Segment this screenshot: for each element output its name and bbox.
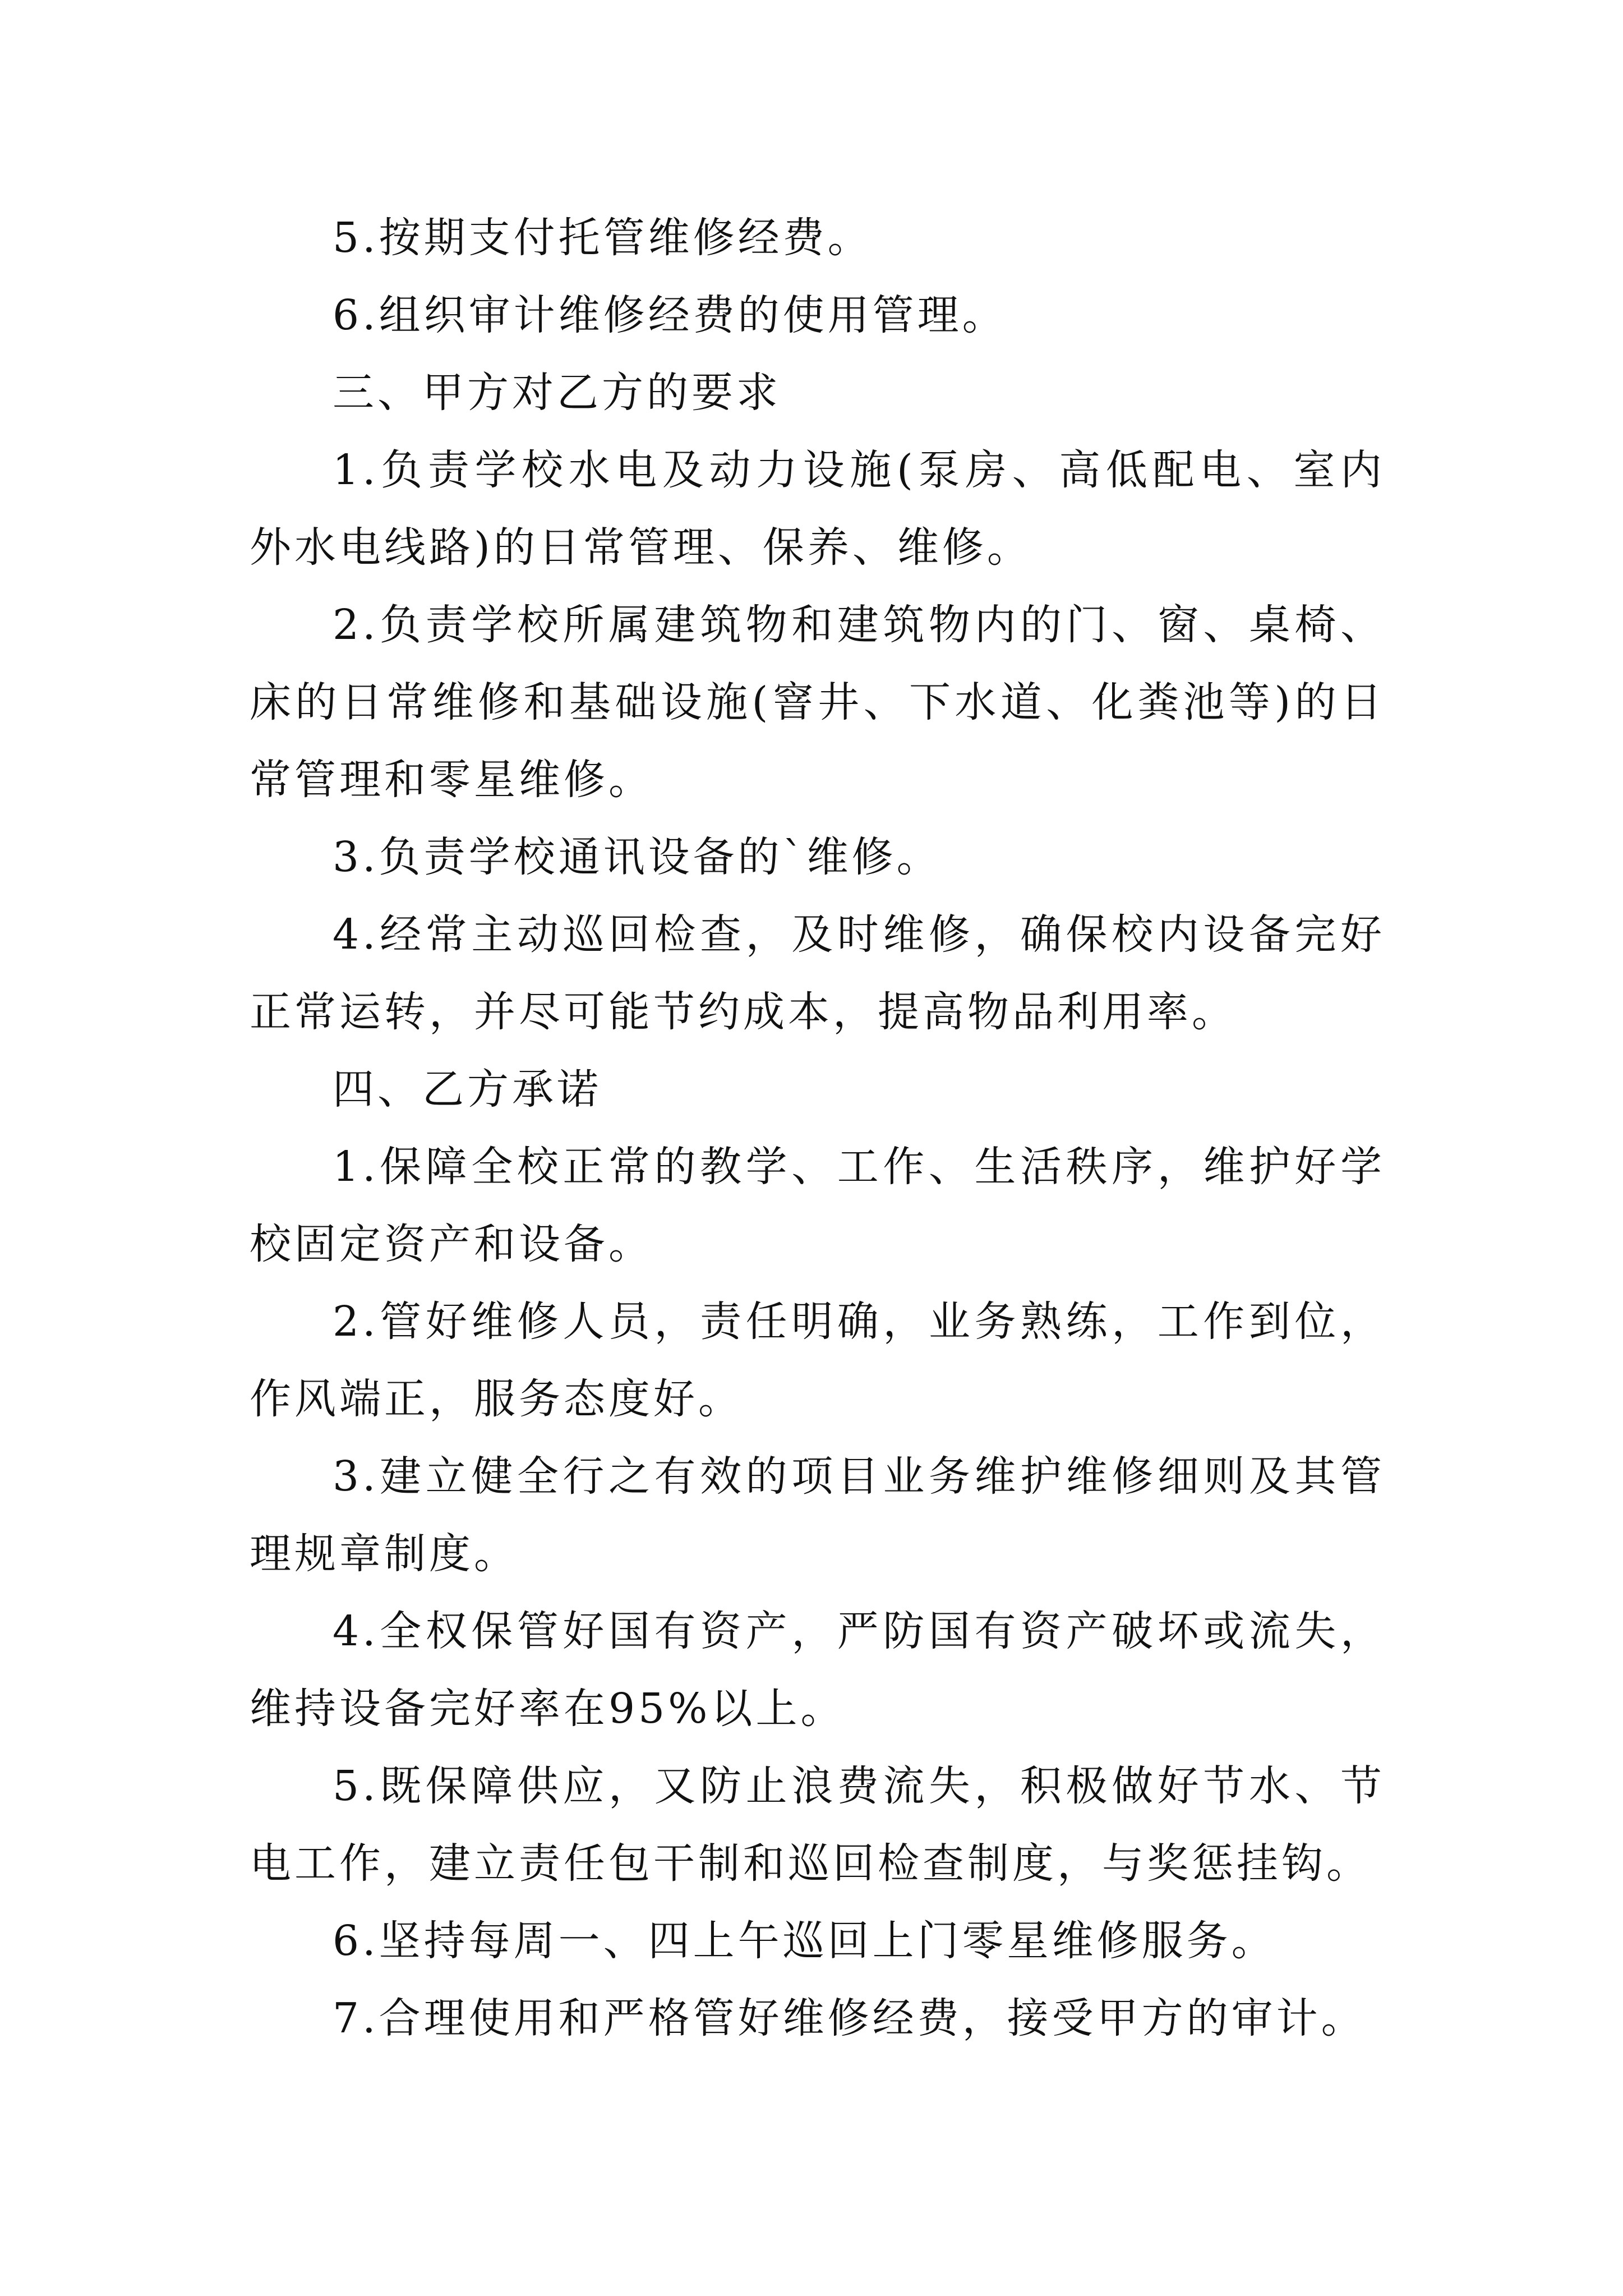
- paragraph-requirement-1: 1.负责学校水电及动力设施(泵房、高低配电、室内外水电线路)的日常管理、保养、维修。: [250, 446, 1385, 572]
- paragraph-commitment-4: 4.全权保管好国有资产，严防国有资产破坏或流失，维持设备完好率在95%以上。: [250, 1607, 1385, 1733]
- paragraph-commitment-2: 2.管好维修人员，责任明确，业务熟练，工作到位，作风端正，服务态度好。: [250, 1297, 1385, 1423]
- paragraph-item-6-audit: 6.组织审计维修经费的使用管理。: [333, 291, 1007, 339]
- section-heading-party-a-requirements: 三、甲方对乙方的要求: [333, 369, 781, 417]
- paragraph-requirement-4: 4.经常主动巡回检查，及时维修，确保校内设备完好正常运转，并尽可能节约成本，提高物品利用率。: [250, 910, 1385, 1036]
- paragraph-commitment-1: 1.保障全校正常的教学、工作、生活秩序，维护好学校固定资产和设备。: [250, 1143, 1385, 1268]
- document-body: [250, 199, 1385, 2057]
- paragraph-requirement-3: 3.负责学校通讯设备的`维修。: [333, 833, 942, 881]
- paragraph-item-5-payment: 5.按期支付托管维修经费。: [333, 214, 873, 262]
- paragraph-commitment-5: 5.既保障供应，又防止浪费流失，积极做好节水、节电工作，建立责任包干制和巡回检查制度，与奖惩挂钩。: [250, 1762, 1385, 1888]
- paragraph-commitment-7: 7.合理使用和严格管好维修经费，接受甲方的审计。: [333, 1994, 1366, 2042]
- paragraph-requirement-2: 2.负责学校所属建筑物和建筑物内的门、窗、桌椅、床的日常维修和基础设施(窨井、下水道、化粪池等)的日常管理和零星维修。: [250, 601, 1385, 804]
- section-heading-party-b-commitments: 四、乙方承诺: [333, 1065, 602, 1114]
- paragraph-commitment-6: 6.坚持每周一、四上午巡回上门零星维修服务。: [333, 1917, 1276, 1965]
- paragraph-commitment-3: 3.建立健全行之有效的项目业务维护维修细则及其管理规章制度。: [250, 1452, 1385, 1578]
